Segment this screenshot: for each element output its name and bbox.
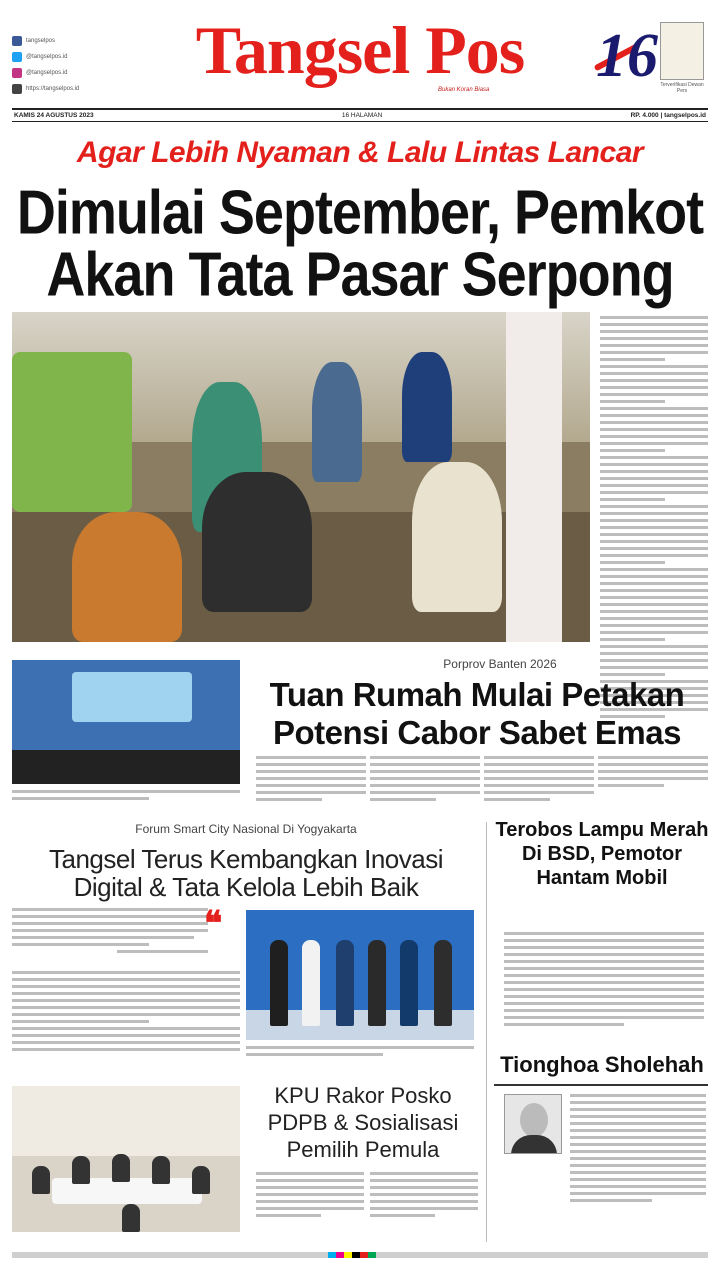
social-links: [12, 34, 142, 98]
porprov-body-col-2: [370, 756, 480, 805]
tagline: Bukan Koran Biasa: [438, 87, 490, 93]
anniversary-logo: [592, 22, 658, 90]
dateline: [12, 108, 708, 122]
quote-icon: ❝: [204, 906, 223, 943]
porprov-headline-line-1[interactable]: Tuan Rumah Mulai Petakan: [269, 676, 685, 713]
columnist-portrait: [504, 1094, 562, 1154]
lead-photo-market[interactable]: [12, 312, 590, 642]
photo-wall: [12, 1086, 240, 1156]
facebook-icon: [12, 36, 22, 46]
photo-stage: [12, 750, 240, 784]
press-badge-caption: Terverifikasi Dewan Pers: [660, 82, 704, 94]
smartcity-photo-caption: [246, 1046, 474, 1060]
kpu-body-col-1: [256, 1172, 364, 1221]
porprov-kicker: Porprov Banten 2026: [443, 657, 557, 671]
photo-pole: [506, 312, 562, 642]
lead-kicker: Agar Lebih Nyaman & Lalu Lintas Lancar: [76, 136, 644, 169]
photo-person: [72, 1156, 90, 1184]
photo-person: [122, 1204, 140, 1232]
photo-person: [32, 1166, 50, 1194]
photo-person: [368, 940, 386, 1026]
social-instagram[interactable]: [12, 66, 142, 79]
photo-person: [302, 940, 320, 1026]
social-twitter[interactable]: [12, 50, 142, 63]
column-divider: [486, 822, 487, 1242]
photo-person: [402, 352, 452, 462]
dateline-date: KAMIS 24 AGUSTUS 2023: [14, 112, 94, 119]
porprov-body-col-1: [256, 756, 366, 805]
kpu-photo[interactable]: [12, 1086, 240, 1232]
porprov-body-col-4: [598, 756, 708, 791]
column-rule: [494, 1084, 708, 1086]
column-body: [570, 1094, 706, 1206]
photo-person: [112, 1154, 130, 1182]
porprov-headline-line-2[interactable]: Potensi Cabor Sabet Emas: [273, 714, 681, 751]
porprov-photo[interactable]: [12, 660, 240, 784]
traffic-headline[interactable]: Terobos Lampu Merah Di BSD, Pemotor Hantam Mobil: [495, 819, 709, 889]
web-icon: [12, 84, 22, 94]
kpu-headline[interactable]: KPU Rakor Posko PDPB & Sosialisasi Pemilih Pemula: [267, 1083, 459, 1162]
photo-person: [192, 1166, 210, 1194]
newspaper-logo[interactable]: Tangsel Pos: [195, 12, 525, 88]
kpu-body-col-2: [370, 1172, 478, 1221]
social-twitter-text: @tangselpos.id: [26, 53, 68, 60]
photo-green-vehicle: [12, 352, 132, 512]
anniversary-number: 16: [596, 22, 658, 90]
lead-headline-line-2[interactable]: Akan Tata Pasar Serpong: [46, 240, 674, 310]
photo-person: [412, 462, 502, 612]
dateline-price: RP. 4.000 | tangselpos.id: [630, 112, 706, 119]
photo-person: [270, 940, 288, 1026]
social-facebook-text: tangselpos: [26, 37, 56, 44]
porprov-body-col-3: [484, 756, 594, 805]
photo-screen: [72, 672, 192, 722]
traffic-body: [504, 932, 704, 1030]
dateline-pages: 16 HALAMAN: [341, 112, 383, 119]
social-instagram-text: @tangselpos.id: [26, 69, 68, 76]
photo-person: [434, 940, 452, 1026]
photo-person: [312, 362, 362, 482]
column-title[interactable]: Tionghoa Sholehah: [500, 1052, 704, 1077]
smartcity-kicker: Forum Smart City Nasional Di Yogyakarta: [135, 822, 357, 836]
social-web-text: https://tangselpos.id: [26, 85, 80, 92]
twitter-icon: [12, 52, 22, 62]
portrait-face: [520, 1103, 548, 1137]
smartcity-headline-line-2[interactable]: Digital & Tata Kelola Lebih Baik: [73, 872, 419, 902]
smartcity-photo[interactable]: [246, 910, 474, 1040]
porprov-photo-caption: [12, 790, 240, 804]
photo-person: [400, 940, 418, 1026]
instagram-icon: [12, 68, 22, 78]
social-facebook[interactable]: [12, 34, 142, 47]
portrait-body: [511, 1135, 557, 1154]
photo-person: [336, 940, 354, 1026]
smartcity-headline-line-1[interactable]: Tangsel Terus Kembangkan Inovasi: [49, 844, 443, 874]
lead-headline-line-1[interactable]: Dimulai September, Pemkot: [16, 178, 704, 248]
photo-person: [72, 512, 182, 642]
photo-person: [202, 472, 312, 612]
press-badge-icon: [660, 22, 704, 80]
print-color-marks: [328, 1252, 376, 1258]
photo-person: [152, 1156, 170, 1184]
social-web[interactable]: [12, 82, 142, 95]
